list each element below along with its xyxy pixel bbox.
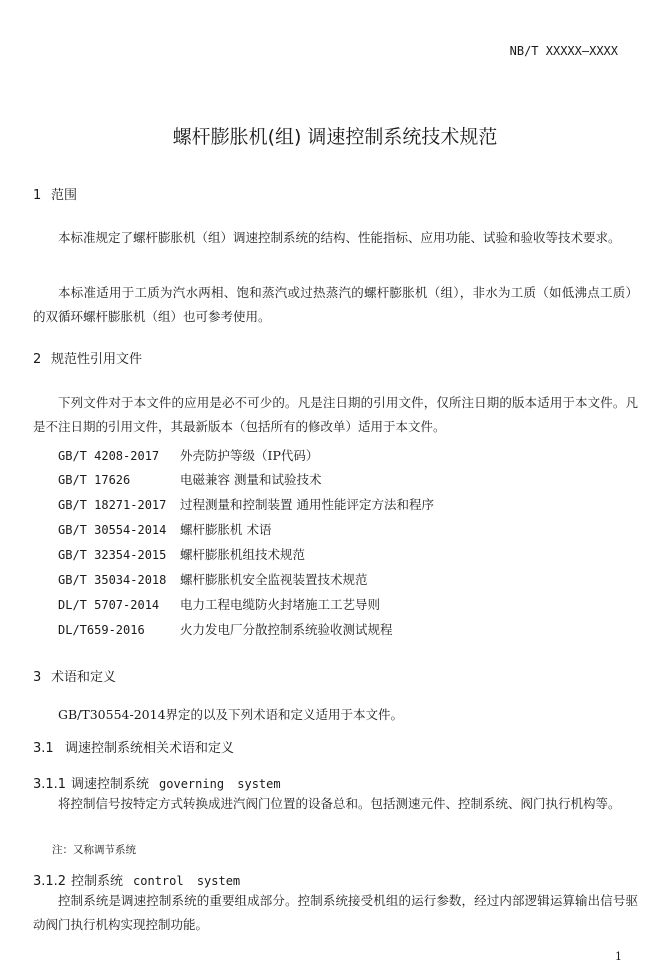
term-number: 3.1.1 [33,777,67,792]
reference-item [58,543,305,567]
reference-code: DL/T 5707-2014 [58,598,160,612]
reference-title: 螺杆膨胀机 术语 [180,522,272,537]
reference-item [58,568,368,592]
section-3-number: 3 [33,670,42,685]
section-1-paragraph-2: 本标准适用于工质为汽水两相、饱和蒸汽或过热蒸汽的螺杆膨胀机（组），非水为工质（如低沸点工质）的双循环螺杆膨胀机（组）也可参考使用。 [33,285,638,324]
term-3-1-2-heading [33,870,240,889]
reference-title: 螺杆膨胀机组技术规范 [180,547,306,562]
reference-title: 电磁兼容 测量和试验技术 [180,472,322,487]
reference-code: GB/T 18271-2017 [58,498,167,512]
term-3-1-1-note: 注：又称调节系统 [52,844,136,856]
term-number: 3.1.2 [33,874,67,889]
reference-item [58,593,380,617]
reference-code: GB/T 4208-2017 [58,449,160,463]
subsection-3-1-heading [33,737,234,756]
reference-item [58,518,271,542]
reference-item [58,618,393,642]
reference-title: 过程测量和控制装置 通用性能评定方法和程序 [180,497,434,512]
section-2-title: 规范性引用文件 [51,352,143,367]
section-1-paragraph-1: 本标准规定了螺杆膨胀机（组）调速控制系统的结构、性能指标、应用功能、试验和验收等技术要求。 [58,230,621,245]
document-title: 螺杆膨胀机(组) 调速控制系统技术规范 [172,126,498,148]
reference-code: GB/T 30554-2014 [58,523,167,537]
reference-item [58,444,318,468]
reference-item [58,468,321,492]
reference-item [58,493,434,517]
reference-code: DL/T659-2016 [58,623,145,637]
reference-title: 电力工程电缆防火封堵施工工艺导则 [180,597,381,612]
section-2-number: 2 [33,352,42,367]
reference-code: GB/T 32354-2015 [58,548,167,562]
section-3-title: 术语和定义 [51,670,117,685]
reference-title: 火力发电厂分散控制系统验收测试规程 [180,622,393,637]
reference-title: 螺杆膨胀机安全监视装置技术规范 [180,572,368,587]
section-3-heading [33,666,116,685]
section-2-heading [33,348,142,367]
section-1-heading [33,184,77,203]
page-number: 1 [615,950,622,963]
reference-code: GB/T 17626 [58,473,131,487]
term-3-1-2-definition: 控制系统是调速控制系统的重要组成部分。控制系统接受机组的运行参数，经过内部逻辑运算输出信号驱动阀门执行机构实现控制功能。 [33,893,638,932]
standard-number: NB/T XXXXX—XXXX [509,44,618,58]
term-chinese: 调速控制系统 [71,777,150,792]
reference-title: 外壳防护等级（IP代码） [180,448,319,463]
term-english: control system [133,874,241,888]
section-1-title: 范围 [51,188,78,203]
term-english: governing system [159,777,281,791]
section-1-number: 1 [33,188,42,203]
subsection-title: 调速控制系统相关术语和定义 [65,741,235,756]
reference-code: GB/T 35034-2018 [58,573,167,587]
subsection-number: 3.1 [33,741,54,756]
term-3-1-1-definition: 将控制信号按特定方式转换成进汽阀门位置的设备总和。包括测速元件、控制系统、阀门执行机构等。 [58,796,621,811]
term-chinese: 控制系统 [71,874,124,889]
term-3-1-1-heading [33,773,281,792]
section-2-paragraph: 下列文件对于本文件的应用是必不可少的。凡是注日期的引用文件，仅所注日期的版本适用于本文件。凡是不注日期的引用文件，其最新版本（包括所有的修改单）适用于本文件。 [33,395,638,434]
section-3-paragraph: GB/T30554-2014界定的以及下列术语和定义适用于本文件。 [58,707,404,722]
